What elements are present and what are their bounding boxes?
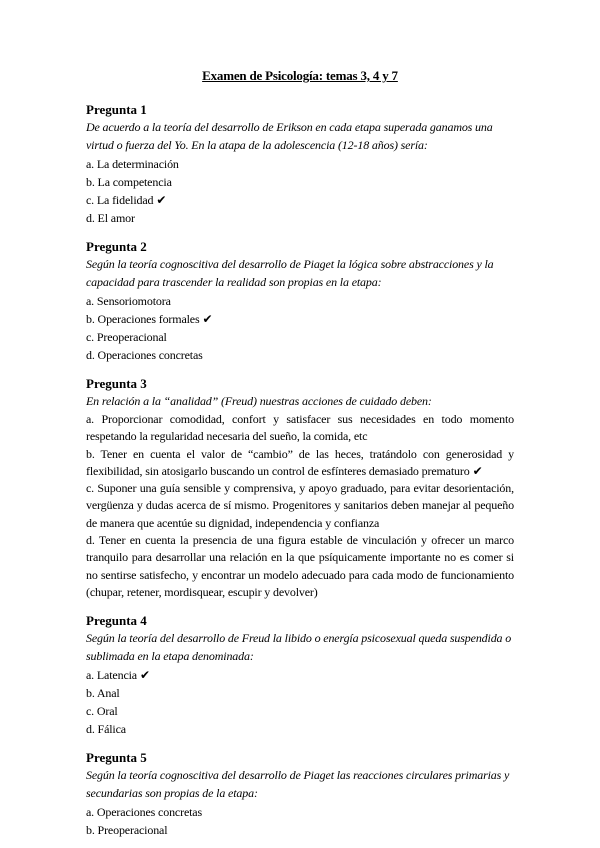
answer-text: d. Fálica	[86, 722, 126, 737]
question-5	[86, 750, 514, 839]
answer-option	[86, 532, 514, 601]
answer-option	[86, 666, 514, 684]
answer-option	[86, 209, 514, 227]
answer-options	[86, 666, 514, 738]
answer-options	[86, 155, 514, 227]
answer-option	[86, 155, 514, 173]
answer-options	[86, 803, 514, 839]
answer-option	[86, 702, 514, 720]
answer-option	[86, 292, 514, 310]
question-prompt: De acuerdo a la teoría del desarrollo de Erikson en cada etapa superada ganamos una virtud o fuerza del Yo. En la atapa de la adolescencia (12-18 años) sería:	[86, 120, 493, 152]
answer-text: a. Proporcionar comodidad, confort y satisfacer sus necesidades en todo momento respetando la regularidad necesaria del sueño, la comida, etc	[86, 412, 514, 444]
answer-option	[86, 191, 514, 209]
answer-text: d. Operaciones concretas	[86, 348, 203, 362]
answer-text: b. La competencia	[86, 175, 172, 189]
answer-option	[86, 411, 514, 446]
answer-option	[86, 803, 514, 821]
question-prompt: Según la teoría del desarrollo de Freud la libido o energía psicosexual queda suspendida o sublimada en la etapa denominada:	[86, 631, 512, 664]
answer-text: d. El amor	[86, 211, 135, 225]
answer-text: b. Anal	[86, 686, 120, 701]
check-mark-icon: ✔	[156, 193, 167, 207]
answer-option	[86, 446, 514, 481]
question-heading: Pregunta 4	[86, 613, 147, 629]
answer-text: c. La fidelidad	[86, 193, 154, 207]
answer-text: b. Operaciones formales	[86, 312, 200, 326]
answer-options	[86, 411, 514, 601]
answer-text: a. Latencia	[86, 668, 137, 683]
answer-text: a. Sensoriomotora	[86, 294, 171, 308]
question-heading: Pregunta 1	[86, 102, 147, 117]
check-mark-icon: ✔	[202, 312, 213, 326]
answer-options	[86, 292, 514, 364]
answer-option	[86, 346, 514, 364]
answer-text: a. Operaciones concretas	[86, 805, 203, 820]
answer-text: c. Suponer una guía sensible y comprensiva, y apoyo graduado, para evitar desorientación, vergüenza y dudas acerca de sí mismo. Progenitores y sanitarios deben manejar al pequeño de manera que acentúe su dignidad, independencia y confianza	[86, 481, 514, 530]
answer-text: d. Tener en cuenta la presencia de una figura estable de vinculación y ofrecer un marco tranquilo para desarrollar una relación en la que psíquicamente importante no es comer si no sentirse satisfecho, y encontrar un modelo adecuado para cada modo de funcionamiento (chupar, retener, mordisquear, escupir y devolver)	[86, 533, 514, 599]
question-prompt: Según la teoría cognoscitiva del desarrollo de Piaget la lógica sobre abstracciones y la capacidad para trascender la realidad son propias en la etapa:	[86, 257, 494, 289]
question-prompt: En relación a la “analidad” (Freud) nuestras acciones de cuidado deben:	[86, 394, 432, 408]
answer-option	[86, 720, 514, 738]
answer-text: b. Tener en cuenta el valor de “cambio” de las heces, tratándolo con generosidad y flexibilidad, sin atosigarlo buscando un control de esfínteres demasiado prematuro	[86, 446, 514, 478]
answer-text: c. Oral	[86, 704, 118, 719]
check-mark-icon: ✔	[472, 463, 483, 478]
question-prompt: Según la teoría cognoscitiva del desarrollo de Piaget las reacciones circulares primarias y secundarias son propias de la etapa:	[86, 768, 510, 801]
answer-option	[86, 173, 514, 191]
question-1	[86, 102, 514, 227]
answer-option	[86, 480, 514, 532]
check-mark-icon: ✔	[139, 668, 150, 683]
question-heading: Pregunta 2	[86, 239, 147, 254]
question-heading: Pregunta 3	[86, 376, 147, 391]
question-2	[86, 239, 514, 364]
answer-option	[86, 684, 514, 702]
question-heading: Pregunta 5	[86, 750, 147, 766]
answer-option	[86, 310, 514, 328]
question-4	[86, 613, 514, 738]
answer-text: a. La determinación	[86, 157, 179, 171]
answer-option	[86, 821, 514, 839]
answer-text: c. Preoperacional	[86, 330, 167, 344]
answer-text: b. Preoperacional	[86, 823, 168, 838]
question-3	[86, 376, 514, 601]
answer-option	[86, 328, 514, 346]
document-title: Examen de Psicología: temas 3, 4 y 7	[202, 68, 398, 83]
